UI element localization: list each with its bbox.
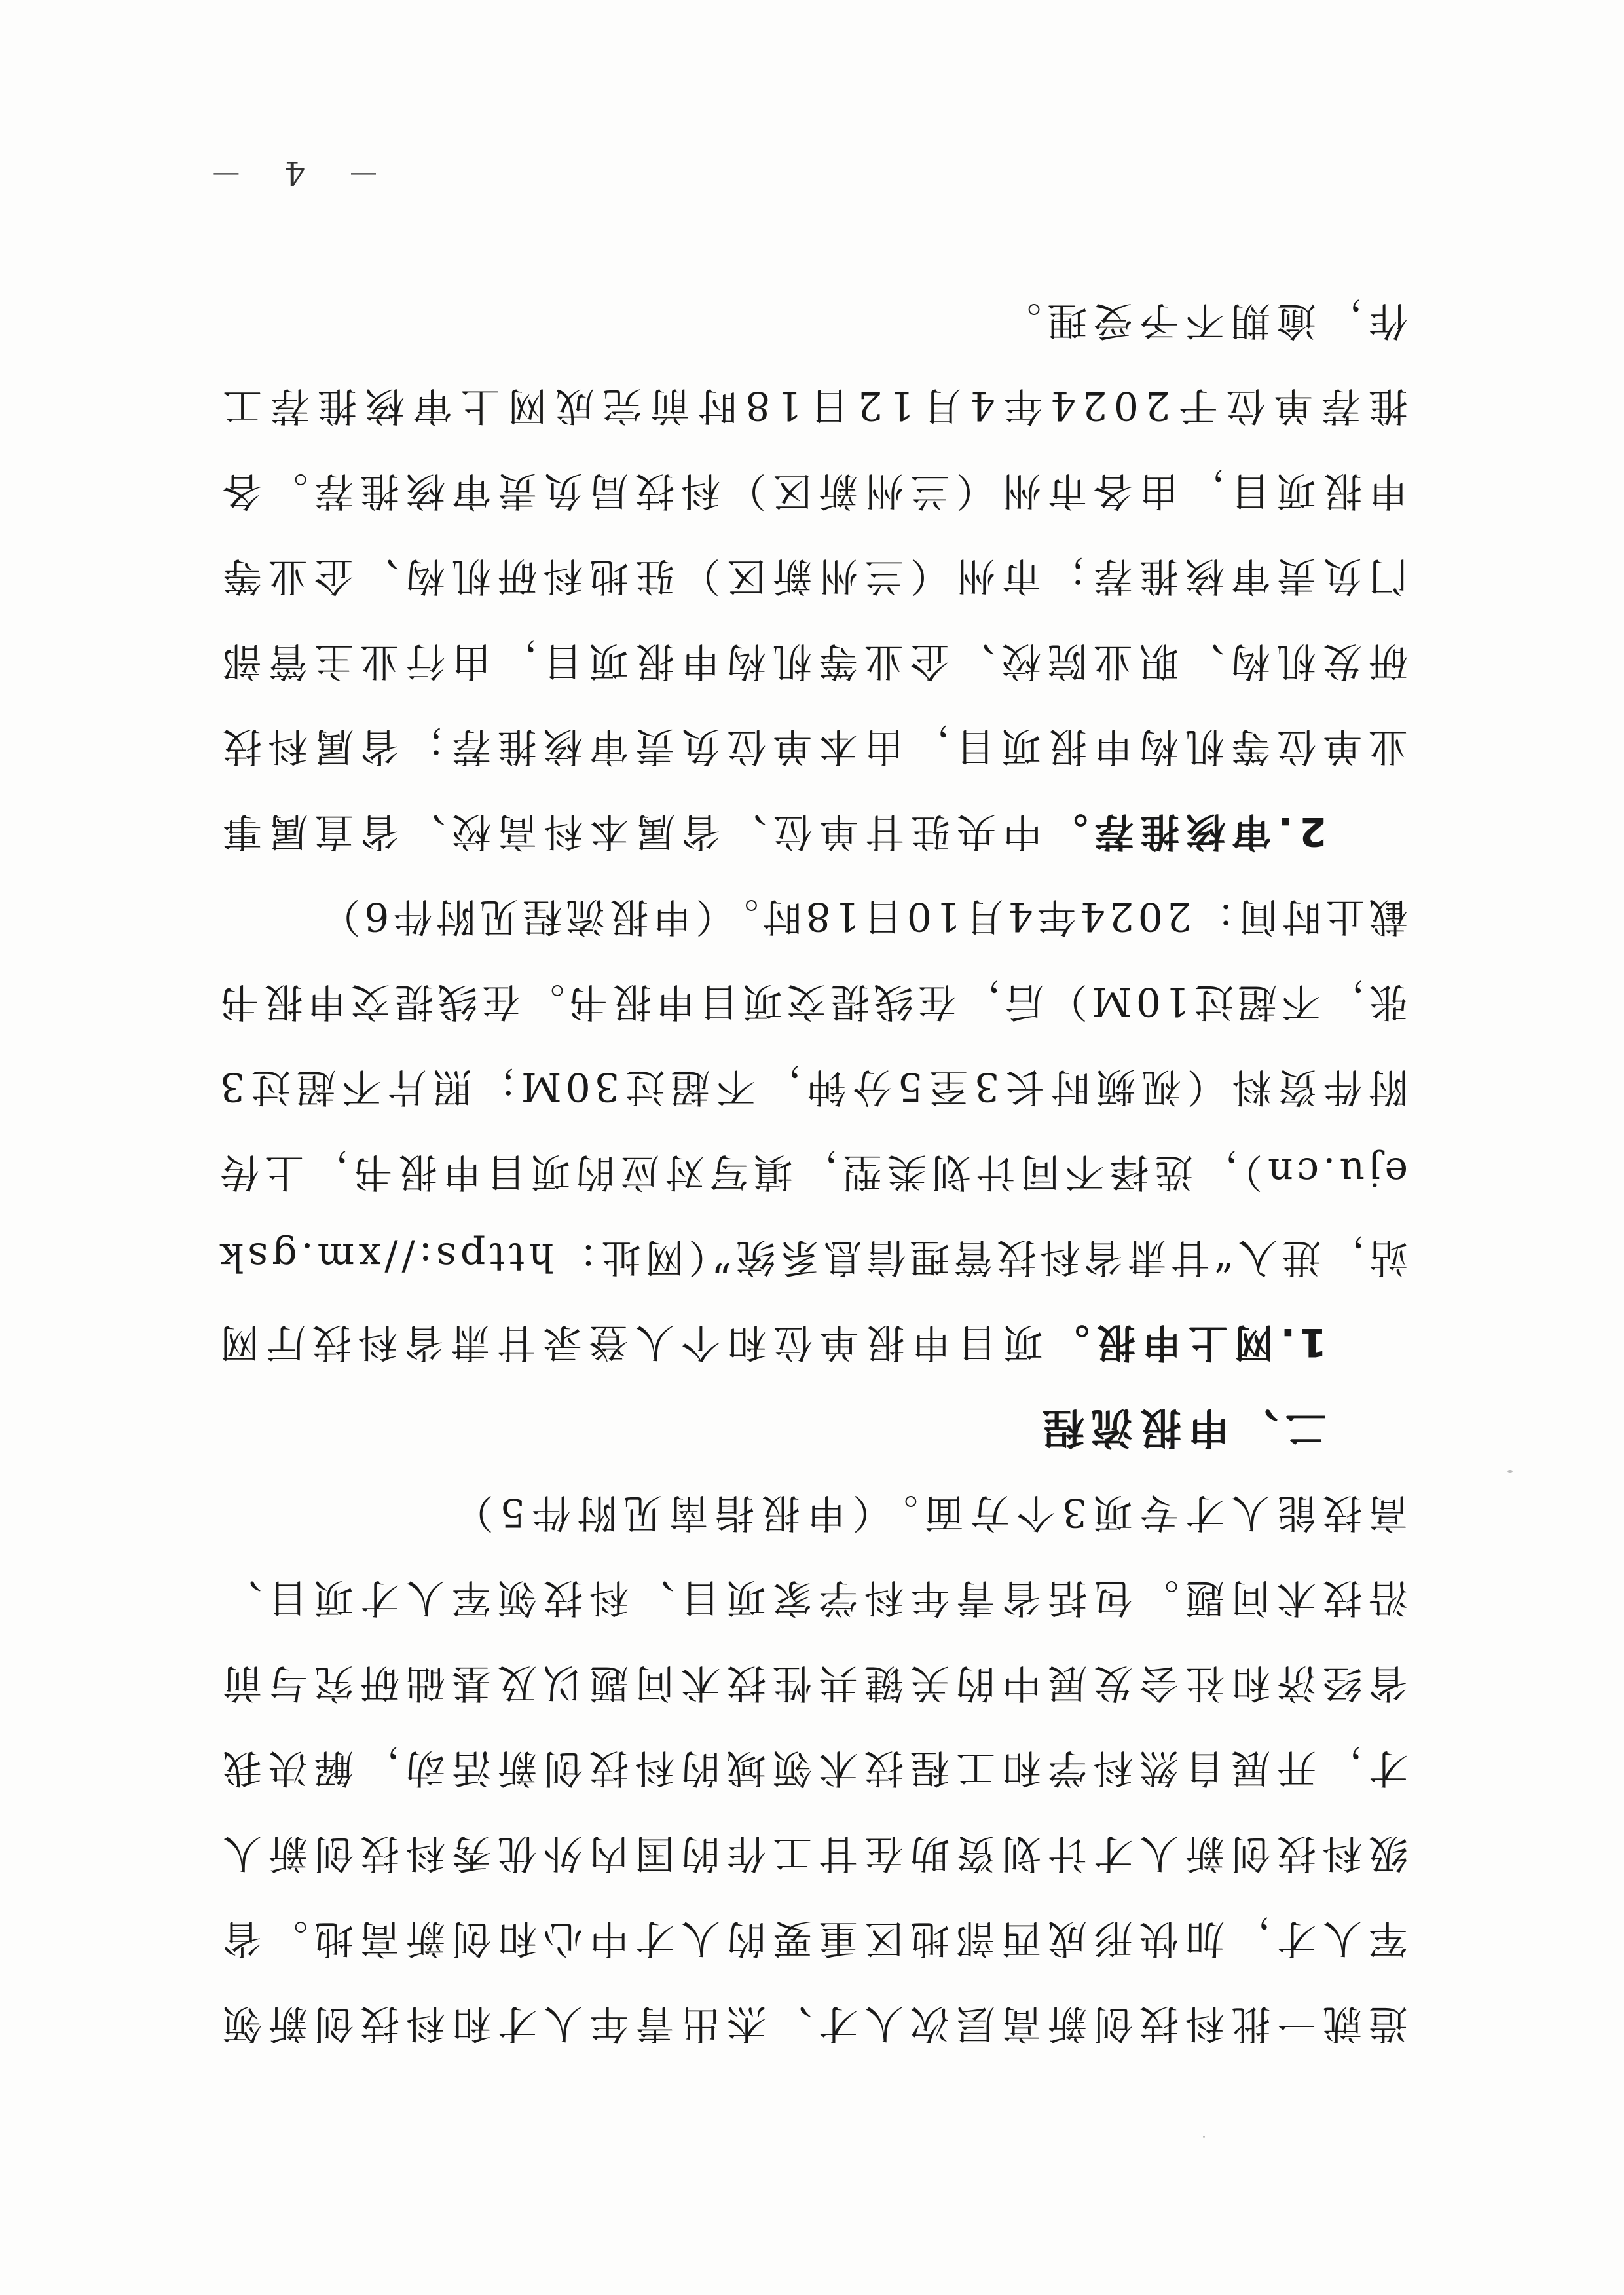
step1-text-b: ），选择不同计划类型，填写对应的项目申报书，上传附件资料（视频时长3至5分钟，不超过30M；照片不超过3张，不超过10M）后，在线提交项目申报书。在线提交申报书截止时间：2024年4月10日18时。（申报流程见附件6） (216, 893, 1408, 1195)
step2-lead: 2.审核推荐。 (1042, 808, 1327, 854)
step2-paragraph (216, 278, 1408, 874)
step1-text-a: 项目申报单位和个人登录甘肃省科技厅网站，进入“甘肃省科技管理信息系统”（网址： (215, 1234, 1408, 1365)
section-heading: 二、申报流程 (1036, 1403, 1327, 1451)
step1-lead: 1.网上申报。 (1043, 1319, 1327, 1365)
scan-speckle (1507, 1470, 1513, 1473)
step1-url: https://xm.gskeju.cn (216, 1149, 1408, 1280)
scan-speckle (1203, 2136, 1205, 2138)
intro-paragraph: 造就一批科技创新高层次人才、杰出青年人才和科技创新领军人才，加快形成西部地区重要的人才中心和创新高地。省级科技创新人才计划资助在甘工作的国内外优秀科技创新人才，开展自然科学和工程技术领域的科技创新活动，解决我省经济和社会发展中的关键共性技术问题以及基础研究与前沿技术问题。包括省青年科学家项目、科技领军人才项目、高技能人才专项3个方面。（申报指南见附件5） (216, 1489, 1408, 2046)
page-number: － 4 － (194, 154, 380, 192)
document-body (216, 278, 1408, 2066)
step1-paragraph (216, 874, 1408, 1385)
step2-text: 中央驻甘单位、省属本科高校、省直属事业单位等机构申报项目，由本单位负责审核推荐；省属科技研发机构、职业院校、企业等机构申报项目，由行业主管部门负责审核推荐；市州（兰州新区）驻地科研机构、企业等申报项目，由各市州（兰州新区）科技局负责审核推荐。各推荐单位于2024年4月12日18时前完成网上审核推荐工作，逾期不予受理。 (216, 297, 1408, 854)
